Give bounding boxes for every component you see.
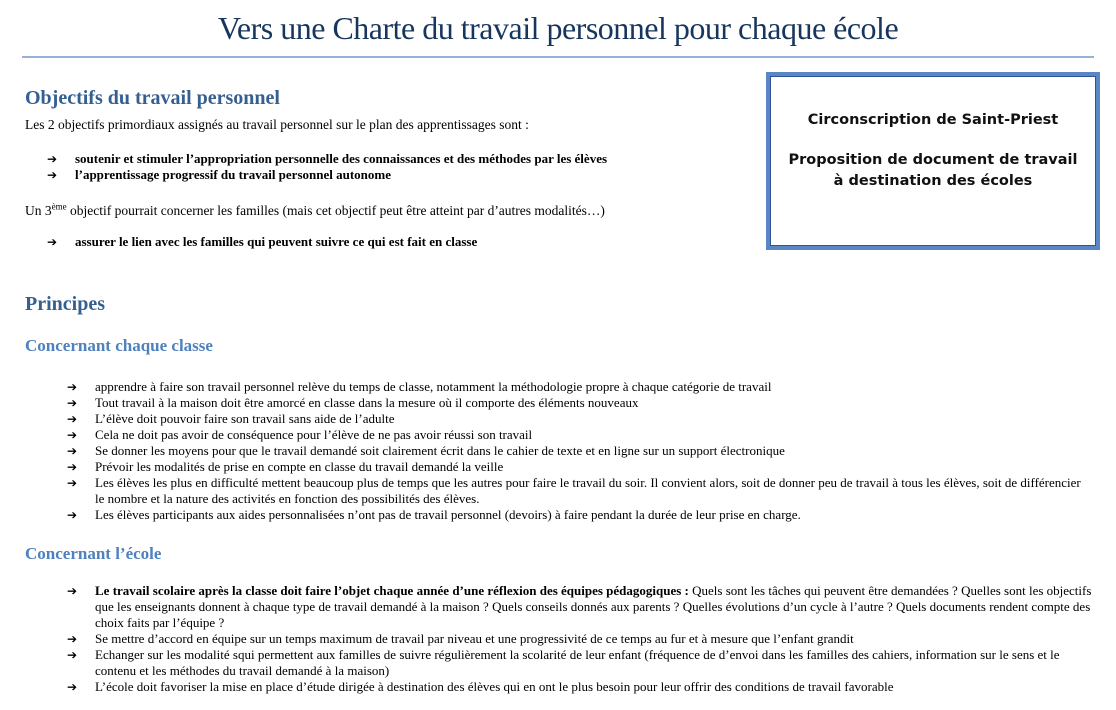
arrow-right-icon: ➔ [67, 584, 78, 598]
list-item [67, 475, 1096, 507]
arrow-right-icon: ➔ [47, 152, 58, 166]
list-item-text: L’élève doit pouvoir faire son travail sans aide de l’adulte [95, 411, 395, 426]
list-item-text: Les élèves participants aux aides personnalisées n’ont pas de travail personnel (devoirs) à faire pendant la durée de leur prise en charge. [95, 507, 801, 522]
heading-concernant-chaque-classe: Concernant chaque classe [25, 336, 213, 355]
list-item-text: assurer le lien avec les familles qui peuvent suivre ce qui est fait en classe [75, 234, 478, 249]
arrow-right-icon: ➔ [47, 235, 58, 249]
list-item-text: Echanger sur les modalité squi permettent aux familles de suivre régulièrement la scolarité de leur enfant (fréquence de d’envoi dans les familles des cahiers, information sur le sens et le contenu et les méthodes du travail demandé à la maison) [95, 647, 1060, 678]
info-box-line2: Proposition de document de travail [788, 152, 1078, 168]
objectifs-intro: Les 2 objectifs primordiaux assignés au travail personnel sur le plan des apprentissages sont : [25, 117, 529, 132]
arrow-right-icon: ➔ [67, 476, 78, 490]
arrow-right-icon: ➔ [67, 648, 78, 662]
bullet-rest: Quels sont les tâches qui peuvent être demandées ? Quelles sont les objectifs que les enseignants donnent à chaque type de travail demandé à la maison ? Quels conseils donnés aux parents ? Quelles évolutions d’un cycle à l’autre ? Quels documents rendent compte des choix faits par l’équipe ? [95, 583, 1092, 630]
info-box-line3: à destination des écoles [833, 173, 1033, 189]
list-item-text: Les élèves les plus en difficulté mettent beaucoup plus de temps que les autres pour faire le travail du soir. Il convient alors, soit de donner peu de travail à tous les élèves, soit de différencier le nombre et la nature des activités en fonction des possibilités des élèves. [95, 475, 1081, 506]
list-item-text: L’école doit favoriser la mise en place d’étude dirigée à destination des élèves qui en ont le plus besoin pour leur offrir des conditions de travail favorable [95, 679, 894, 694]
document-header [22, 0, 1094, 58]
heading-principes: Principes [25, 293, 105, 315]
arrow-right-icon: ➔ [67, 632, 78, 646]
note-suffix: objectif pourrait concerner les familles (mais cet objectif peut être atteint par d’autres modalités…) [66, 203, 605, 218]
list-item-text: Cela ne doit pas avoir de conséquence pour l’élève de ne pas avoir réussi son travail [95, 427, 533, 442]
note-prefix: Un 3 [25, 203, 52, 218]
arrow-right-icon: ➔ [67, 396, 78, 410]
objectifs-note [25, 203, 760, 219]
list-item [67, 583, 1096, 631]
list-item-text: apprendre à faire son travail personnel relève du temps de classe, notamment la méthodologie propre à chaque catégorie de travail [95, 379, 772, 394]
list-item [67, 395, 1096, 411]
list-item [67, 379, 1096, 395]
classe-bullet-list [67, 379, 1096, 523]
list-item [67, 459, 1096, 475]
arrow-right-icon: ➔ [67, 428, 78, 442]
list-item-text [95, 583, 1092, 631]
list-item [67, 411, 1096, 427]
list-item-text: Se mettre d’accord en équipe sur un temps maximum de travail par niveau et une progressivité de ce temps au fur et à mesure que l’enfant grandit [95, 631, 854, 646]
list-item-text: soutenir et stimuler l’appropriation personnelle des connaissances et des méthodes par les élèves [75, 151, 608, 166]
info-box-line1: Circonscription de Saint-Priest [807, 112, 1059, 128]
list-item-text: Se donner les moyens pour que le travail demandé soit clairement écrit dans le cahier de texte et en ligne sur un support électronique [95, 443, 785, 458]
bullet-bold-lead: Le travail scolaire après la classe doit faire l’objet chaque année d’une réflexion des équipes pédagogiques : [95, 583, 693, 598]
list-item [67, 679, 1096, 695]
heading-concernant-ecole: Concernant l’école [25, 544, 162, 563]
list-item-text: Prévoir les modalités de prise en compte en classe du travail demandé la veille [95, 459, 504, 474]
list-item [67, 443, 1096, 459]
arrow-right-icon: ➔ [47, 168, 58, 182]
list-item [67, 631, 1096, 647]
heading-objectifs: Objectifs du travail personnel [25, 87, 280, 109]
arrow-right-icon: ➔ [67, 508, 78, 522]
list-item-text: Tout travail à la maison doit être amorcé en classe dans la mesure où il comporte des éléments nouveaux [95, 395, 639, 410]
arrow-right-icon: ➔ [67, 460, 78, 474]
arrow-right-icon: ➔ [67, 380, 78, 394]
list-item [67, 507, 1096, 523]
arrow-right-icon: ➔ [67, 680, 78, 694]
page-title: Vers une Charte du travail personnel pour chaque école [217, 10, 899, 46]
list-item [67, 647, 1096, 679]
note-superscript: ème [51, 201, 67, 212]
list-item [67, 427, 1096, 443]
arrow-right-icon: ➔ [67, 412, 78, 426]
ecole-bullet-list [67, 583, 1096, 695]
list-item-text: l’apprentissage progressif du travail personnel autonome [75, 167, 391, 182]
circonscription-info-box [766, 72, 1100, 250]
arrow-right-icon: ➔ [67, 444, 78, 458]
